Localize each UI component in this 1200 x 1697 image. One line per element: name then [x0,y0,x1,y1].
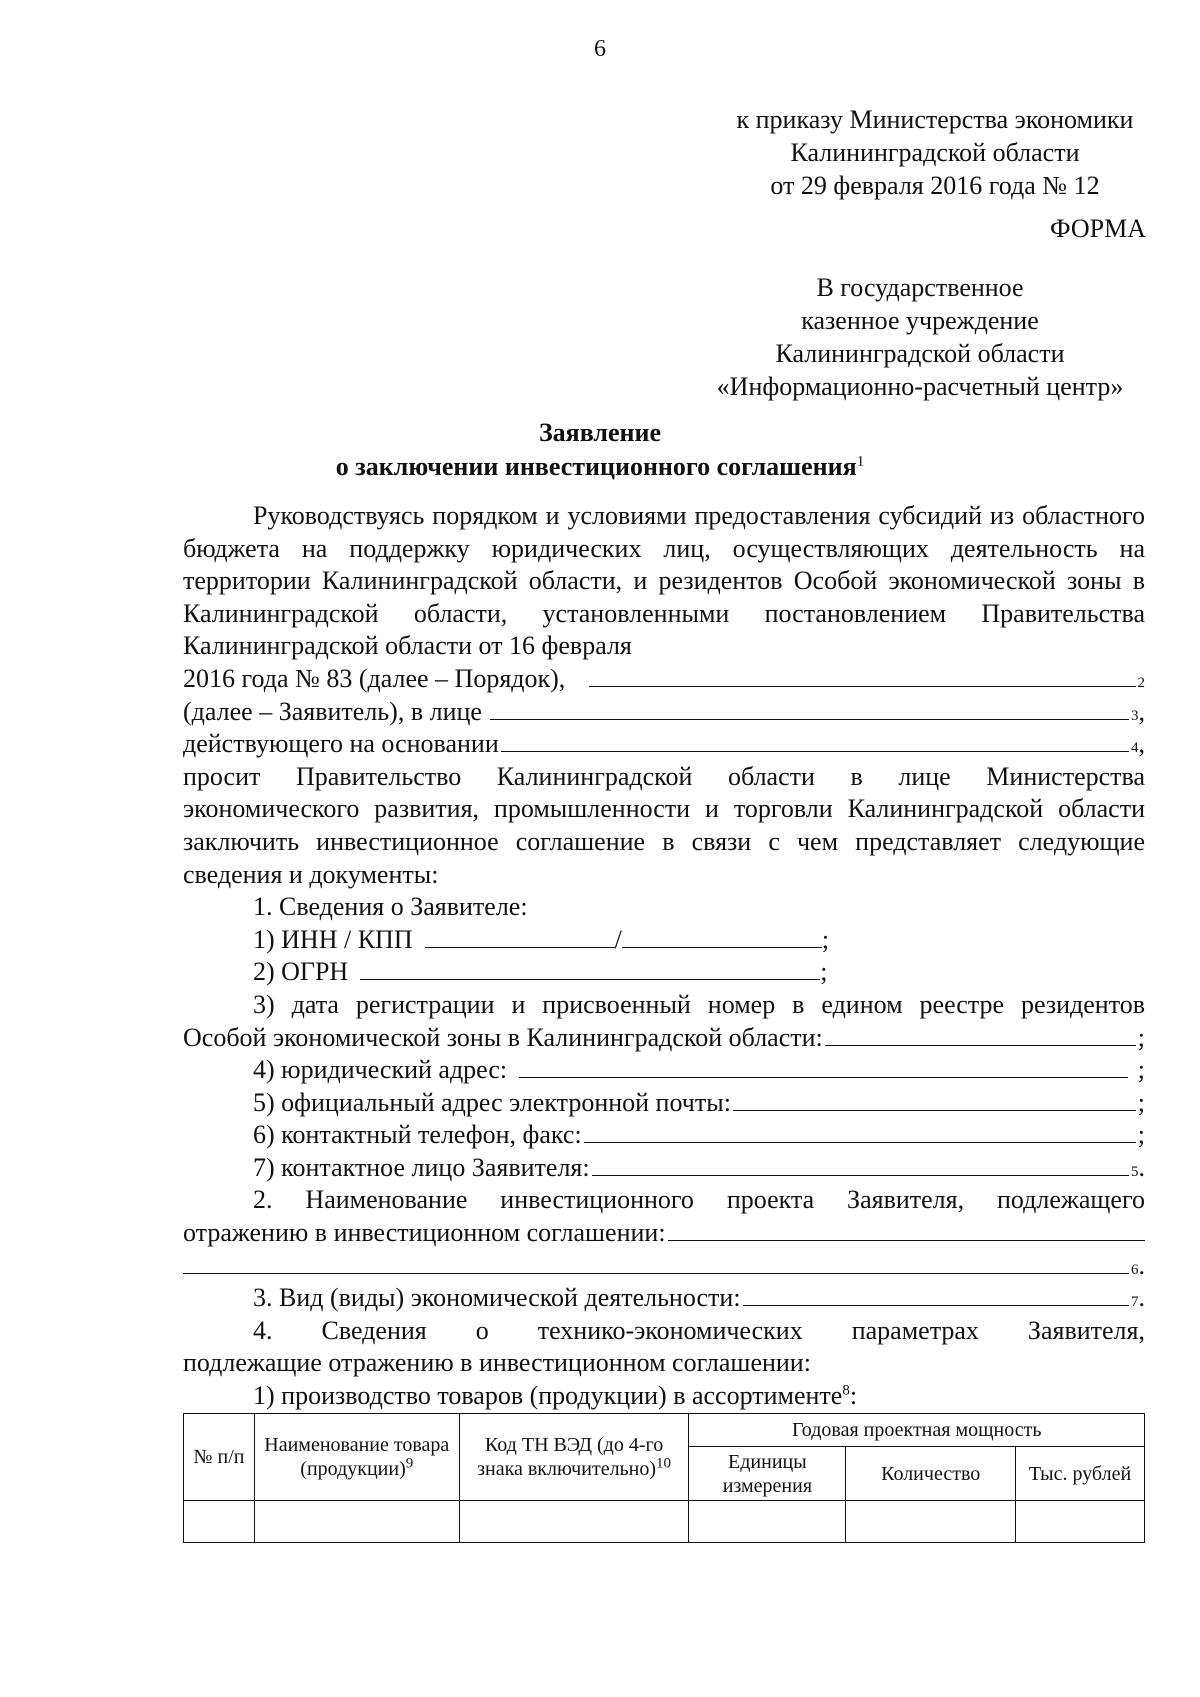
registration-field[interactable] [825,1023,1136,1046]
footnote-9: 9 [405,1455,414,1472]
products-table [183,1413,1145,1543]
table-cell[interactable] [689,1501,846,1543]
table-cell[interactable] [184,1501,255,1543]
applicant-label: (далее – Заявитель), в лице [183,696,482,726]
intro-paragraph: Руководствуясь порядком и условиями предоставления субсидий из областного бюджета на поддержку юридических лиц, осуществляющих деятельность на территории Калининградской области, и резидентов Особой экономической зоны в Калининградской области, установленными постановлением Правительства Калининградской области от 16 февраля [183,501,1145,661]
section-3-label: 3. Вид (виды) экономической деятельности: [253,1283,741,1313]
section-2-line2 [183,1217,1145,1250]
order-reference [690,103,1180,202]
section-4-line1: 4. Сведения о технико-экономических параметрах Заявителя, [253,1315,1145,1345]
email-label: 5) официальный адрес электронной почты: [253,1087,731,1117]
representative-field[interactable] [490,697,1129,720]
form-label: ФОРМА [1050,214,1146,243]
contact-field[interactable] [592,1153,1129,1176]
col-capacity-header: Годовая проектная мощность [689,1414,1145,1447]
ogrn-label: 2) ОГРН [253,957,349,987]
phone-line: 6) контактный телефон, факс: ; [183,1119,1145,1152]
basis-field[interactable] [501,729,1129,752]
col-qty-header: Количество [846,1447,1016,1501]
addressee-line4: «Информационно-расчетный центр» [716,372,1124,401]
email-field[interactable] [733,1088,1136,1111]
project-name-field[interactable] [668,1218,1145,1241]
applicant-name-field[interactable] [589,664,1135,687]
ogrn-line: 2) ОГРН ; [183,956,1145,989]
section-3-line: 3. Вид (виды) экономической деятельности: 7 . [183,1282,1145,1315]
representative-line: (далее – Заявитель), в лице 3 , [183,696,1145,729]
table-row [184,1501,1145,1543]
inn-label: 1) ИНН / КПП [253,924,413,954]
address-line: 4) юридический адрес: ; [183,1054,1145,1087]
order-ref-line3: от 29 февраля 2016 года № 12 [770,171,1100,200]
kpp-field[interactable] [622,925,822,948]
section-4-item1: 1) производство товаров (продукции) в ассортименте$^8$: [253,1381,858,1411]
email-line: 5) официальный адрес электронной почты: ; [183,1087,1145,1120]
applicant-name-line: 2016 года № 83 (далее – Порядок), 2 [183,663,1145,696]
order-ref-line1: к приказу Министерства экономики [736,105,1134,134]
table-cell[interactable] [459,1501,689,1543]
footnote-8: 8 [842,1382,850,1399]
phone-label: 6) контактный телефон, факс: [253,1120,582,1150]
section-2-line1: 2. Наименование инвестиционного проекта Заявителя, подлежащего [253,1185,1145,1215]
intro-end: 2016 года № 83 (далее – Порядок), [183,663,566,693]
contact-label: 7) контактное лицо Заявителя: [253,1152,590,1182]
inn-field[interactable] [425,925,615,948]
section-4-item1-text: 1) производство товаров (продукции) в ассортименте [253,1381,843,1411]
table-cell[interactable] [846,1501,1016,1543]
basis-label: действующего на основании [183,729,499,759]
col-num-header: № п/п [184,1414,255,1501]
request-paragraph: просит Правительство Калининградской области в лице Министерства экономического развития, промышленности и торговли Калининградской области заключить инвестиционное соглашение в связи с чем представляет следующие сведения и документы: [183,761,1145,889]
addressee-block [690,271,1150,403]
table-cell[interactable] [1016,1501,1145,1543]
basis-line: действующего на основании 4 , [183,728,1145,761]
col-name-header: Наименование товара (продукции)$^9$ [254,1414,459,1501]
address-label: 4) юридический адрес: [253,1055,508,1085]
subtitle-text: о заключении инвестиционного соглашения [335,452,857,481]
addressee-line2: казенное учреждение [801,306,1039,335]
phone-field[interactable] [584,1120,1136,1143]
page-number: 6 [594,36,606,62]
footnote-10: 10 [656,1455,672,1472]
document-subtitle [0,452,1200,482]
registration-line1: 3) дата регистрации и присвоенный номер в едином реестре резидентов [253,989,1145,1019]
ogrn-field[interactable] [360,957,820,980]
order-ref-line2: Калининградской области [790,138,1080,167]
inn-line: 1) ИНН / КПП / ; [183,924,1145,957]
footnote-1: 1 [856,453,865,470]
section-1-title: 1. Сведения о Заявителе: [253,892,528,922]
section-2-line3: 6 . [183,1250,1145,1283]
application-body [183,500,1145,1413]
contact-line: 7) контактное лицо Заявителя: 5 . [183,1152,1145,1185]
col-code-header: Код ТН ВЭД (до 4-го знака включительно)$^{10}$ [459,1414,689,1501]
section-2-label: отражению в инвестиционном соглашении: [183,1218,666,1248]
col-units-header: Единицы измерения [689,1447,846,1501]
addressee-line1: В государственное [816,273,1024,302]
address-field[interactable] [519,1055,1128,1078]
document-title: Заявление [538,418,662,447]
activity-field[interactable] [743,1283,1129,1306]
addressee-line3: Калининградской области [775,339,1065,368]
col-rub-header: Тыс. рублей [1016,1447,1145,1501]
project-name-field-cont[interactable] [183,1251,1129,1274]
registration-line2: Особой экономической зоны в Калининградской области: ; [183,1022,1145,1055]
section-4-line2: подлежащие отражению в инвестиционном соглашении: [183,1348,811,1378]
table-cell[interactable] [254,1501,459,1543]
registration-label: Особой экономической зоны в Калининградской области: [183,1022,823,1052]
